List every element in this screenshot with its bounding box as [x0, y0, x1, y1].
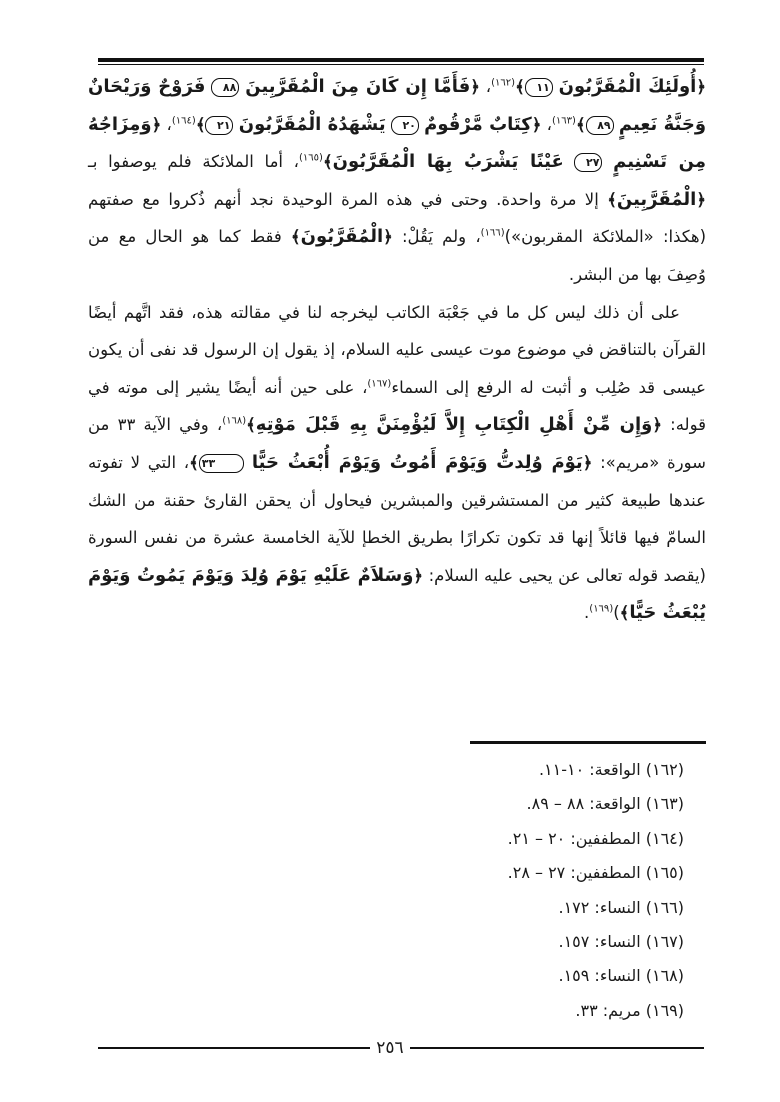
- verse-number: ١١: [525, 78, 553, 97]
- body-text: على أن ذلك ليس كل ما في جَعْبَة الكاتب ليخرجه لنا في مقالته هذه، فقد اتَّهم أيضًا القرآن بالتناقض في موضوع موت عيسى عليه السلام، إذ يقول إن الرسول قد نفى أن يكون عيسى قد صُلِب و أثبت له الرفع إلى السماء: [88, 302, 706, 397]
- quran-verse: كِتَابٌ مَّرْقُومٌ: [424, 113, 532, 135]
- verse-number: ٨٨: [211, 78, 239, 97]
- main-text: [88, 68, 706, 632]
- quran-verse: وَسَلاَمٌ عَلَيْهِ يَوْمَ وُلِدَ وَيَوْمَ يَمُوتُ وَيَوْمَ يُبْعَثُ حَيًّا: [88, 564, 706, 624]
- footnote-ref: (١٦٦): [480, 227, 505, 239]
- quran-word: الْمُقَرَّبُونَ: [300, 226, 384, 248]
- footnote-ref: (١٦٥): [299, 152, 323, 164]
- body-text: إلا مرة واحدة. وحتى في هذه المرة الوحيدة نجد أنهم ذُكروا مع صفتهم (هكذا: «الملائكة المقربون»): [88, 189, 707, 247]
- footnote: (١٦٥) المطففين: ٢٧ – ٢٨.: [507, 863, 684, 883]
- footnote-ref: (١٦٩): [589, 603, 614, 615]
- header-rule-thin: [98, 64, 704, 65]
- footnote-separator: [470, 741, 706, 744]
- footnote: (١٦٣) الواقعة: ٨٨ – ٨٩.: [526, 794, 684, 814]
- quran-verse: عَيْنًا يَشْرَبُ بِهَا الْمُقَرَّبُونَ: [332, 151, 564, 173]
- quran-verse: يَشْهَدُهُ الْمُقَرَّبُونَ: [238, 113, 386, 135]
- body-text: ، وفي الآية ٣٣ من سورة «مريم»:: [88, 415, 706, 472]
- header-rule: [98, 58, 704, 62]
- footnote-ref: (١٦٧): [367, 378, 392, 390]
- footnote-ref: (١٦٨): [222, 415, 247, 427]
- footnote: (١٦٢) الواقعة: ١٠-١١.: [538, 760, 684, 779]
- body-text: ): [613, 603, 620, 623]
- body-text: ، على حين أنه أيضًا يشير إلى موته في قوله:: [88, 377, 707, 435]
- verse-number: ٢٠: [391, 116, 419, 135]
- footnote: (١٦٧) النساء: ١٥٧.: [558, 931, 684, 951]
- footnote: (١٦٦) النساء: ١٧٢.: [558, 897, 684, 917]
- quran-verse: وَإِن مِّنْ أَهْلِ الْكِتَابِ إِلاَّ لَيُؤْمِنَنَّ بِهِ قَبْلَ مَوْتِهِ: [255, 414, 653, 436]
- page-number-text: ٢٥٦: [370, 1038, 409, 1058]
- body-text: ، ولم يَقُلْ:: [402, 227, 481, 247]
- footnote: (١٦٨) النساء: ١٥٩.: [558, 966, 684, 986]
- quran-verse: يَوْمَ وُلِدتُّ وَيَوْمَ أَمُوتُ وَيَوْمَ أُبْعَثُ حَيًّا: [251, 451, 583, 473]
- quran-verse: فَأَمَّا إِن كَانَ مِنَ الْمُقَرَّبِينَ: [245, 76, 471, 97]
- verse-number: ٢٧: [574, 153, 602, 172]
- verse-number: ٨٩: [586, 116, 614, 135]
- paragraph-2: على أن ذلك ليس كل ما في جَعْبَة الكاتب ليخرجه لنا في مقالته هذه، فقد اتَّهم أيضًا القرآن بالتناقض في موضوع موت عيسى عليه السلام، إذ يقول إن الرسول قد نفى أن يكون عيسى قد صُلِب و أثبت له الرفع إلى السماء$^{(١٦٧)}$، على حين أنه أيضًا يشير إلى موته في قوله: ﴿وَإِن مِّنْ أَهْلِ الْكِتَابِ إِلاَّ لَيُؤْمِنَنَّ بِهِ قَبْلَ مَوْتِهِ﴾$^{(١٦٨)}$، وفي الآية ٣٣ من سورة «مريم»: ﴿يَوْمَ وُلِدتُّ وَيَوْمَ أَمُوتُ وَيَوْمَ أُبْعَثُ حَيًّا ٣٣﴾، التي لا تفوته عندها طبيعة كثير من المستشرقين والمبشرين فيحاول أن يحقن القارئ حقنة من الشك السامّ فيها قائلاً إنها قد تكون تكرارًا بطريق الخطإ للآية الخامسة عشرة من نفس السورة (يقصد قوله تعالى عن يحيى عليه السلام: ﴿وَسَلاَمٌ عَلَيْهِ يَوْمَ وُلِدَ وَيَوْمَ يَمُوتُ وَيَوْمَ يُبْعَثُ حَيًّا﴾)$^{(١٦٩)}$.: [88, 302, 707, 624]
- verse-number: ٣٣: [199, 454, 244, 473]
- footnote-ref: (١٦٣): [552, 115, 576, 127]
- page-number: [0, 1038, 780, 1058]
- quran-verse: فَرَوْحٌ وَرَيْحَانٌ وَجَنَّةُ نَعِيمٍ: [88, 76, 707, 135]
- quran-word: الْمُقَرَّبِينَ: [616, 188, 697, 210]
- footnote: (١٦٤) المطففين: ٢٠ – ٢١.: [507, 828, 684, 848]
- footnote-ref: (١٦٤): [171, 115, 196, 127]
- footnotes: [304, 753, 684, 1028]
- quran-verse: أُولَئِكَ الْمُقَرَّبُونَ: [558, 76, 697, 97]
- verse-number: ٢١: [205, 116, 233, 135]
- paragraph-1: ﴿أُولَئِكَ الْمُقَرَّبُونَ ١١﴾$^{(١٦٢)}$، ﴿فَأَمَّا إِن كَانَ مِنَ الْمُقَرَّبِينَ ٨٨ فَرَوْحٌ وَرَيْحَانٌ وَجَنَّةُ نَعِيمٍ ٨٩﴾$^{(١٦٣)}$، ﴿كِتَابٌ مَّرْقُومٌ ٢٠ يَشْهَدُهُ الْمُقَرَّبُونَ ٢١﴾$^{(١٦٤)}$، ﴿وَمِزَاجُهُ مِن تَسْنِيمٍ ٢٧ عَيْنًا يَشْرَبُ بِهَا الْمُقَرَّبُونَ﴾$^{(١٦٥)}$، أما الملائكة فلم يوصفوا بـ ﴿الْمُقَرَّبِينَ﴾ إلا مرة واحدة. وحتى في هذه المرة الوحيدة نجد أنهم ذُكروا مع صفتهم (هكذا: «الملائكة المقربون»)$^{(١٦٦)}$، ولم يَقُلْ: ﴿الْمُقَرَّبُونَ﴾ فقط كما هو الحال مع من وُصِفَ بها من البشر.: [88, 76, 707, 284]
- body-text: فقط كما هو الحال مع من وُصِفَ بها من البشر.: [88, 227, 706, 284]
- body-text: ، التي لا تفوته عندها طبيعة كثير من المستشرقين والمبشرين فيحاول أن يحقن القارئ حقنة من الشك السامّ فيها قائلاً إنها قد تكون تكرارًا بطريق الخطإ للآية الخامسة عشرة من نفس السورة (يقصد قوله تعالى عن يحيى عليه السلام:: [88, 452, 706, 585]
- body-text: ، أما الملائكة فلم يوصفوا بـ: [88, 152, 299, 172]
- quran-verse: وَمِزَاجُهُ مِن تَسْنِيمٍ: [88, 113, 707, 173]
- body-text: .: [584, 603, 590, 623]
- footnote-ref: (١٦٢): [491, 77, 516, 89]
- footnote: (١٦٩) مريم: ٣٣.: [575, 1000, 684, 1020]
